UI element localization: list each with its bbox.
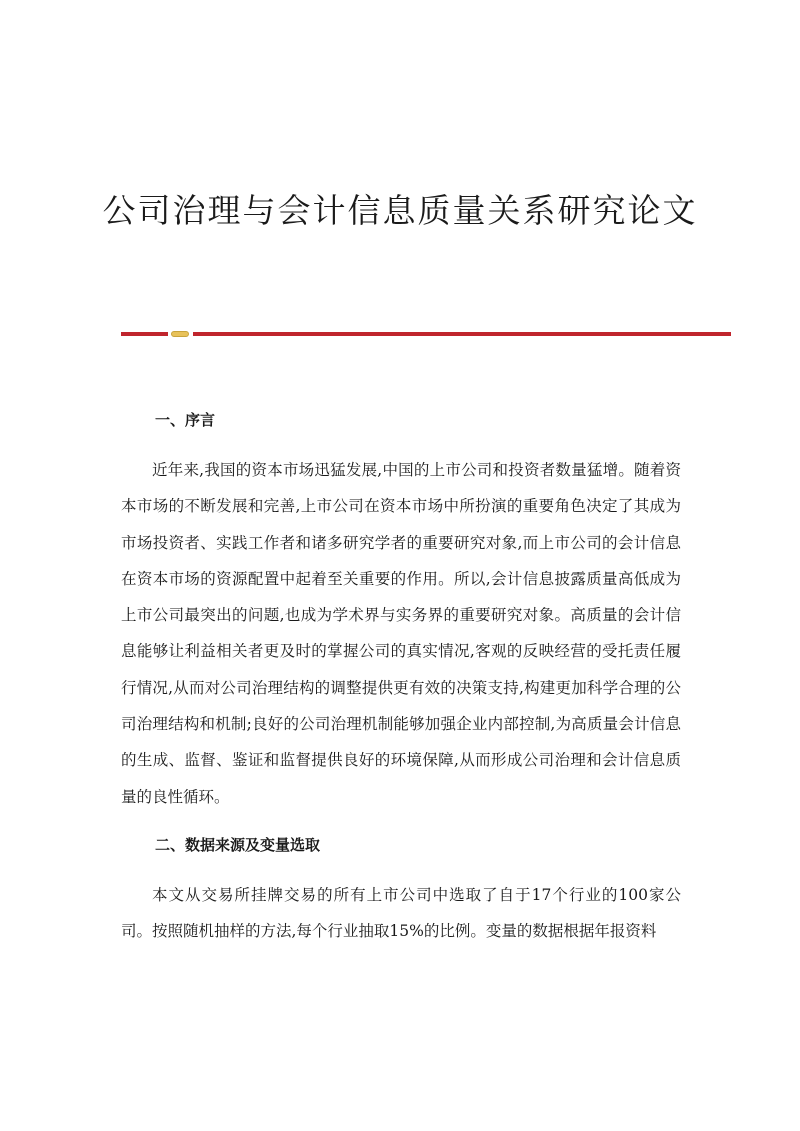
title-divider [121,330,731,338]
document-body [121,400,681,960]
divider-line-right [193,332,731,336]
section-paragraph-preface: 近年来,我国的资本市场迅猛发展,中国的上市公司和投资者数量猛增。随着资本市场的不断发展和完善,上市公司在资本市场中所扮演的重要角色决定了其成为市场投资者、实践工作者和诸多研究学者的重要研究对象,而上市公司的会计信息在资本市场的资源配置中起着至关重要的作用。所以,会计信息披露质量高低成为上市公司最突出的问题,也成为学术界与实务界的重要研究对象。高质量的会计信息能够让利益相关者更及时的掌握公司的真实情况,客观的反映经营的受托责任履行情况,从而对公司治理结构的调整提供更有效的决策支持,构建更加科学合理的公司治理结构和机制;良好的公司治理机制能够加强企业内部控制,为高质量会计信息的生成、监督、鉴证和监督提供良好的环境保障,从而形成公司治理和会计信息质量的良性循环。 [121,461,681,806]
divider-line-left [121,332,168,336]
section-paragraph-data-source: 本文从交易所挂牌交易的所有上市公司中选取了自于17个行业的100家公司。按照随机抽样的方法,每个行业抽取15%的比例。变量的数据根据年报资料 [121,885,681,941]
section-heading-data-source: 二、数据来源及变量选取 [155,835,321,854]
section-heading-preface: 一、序言 [155,411,216,429]
document-title: 公司治理与会计信息质量关系研究论文 [102,191,698,230]
divider-ornament-icon [171,331,189,337]
